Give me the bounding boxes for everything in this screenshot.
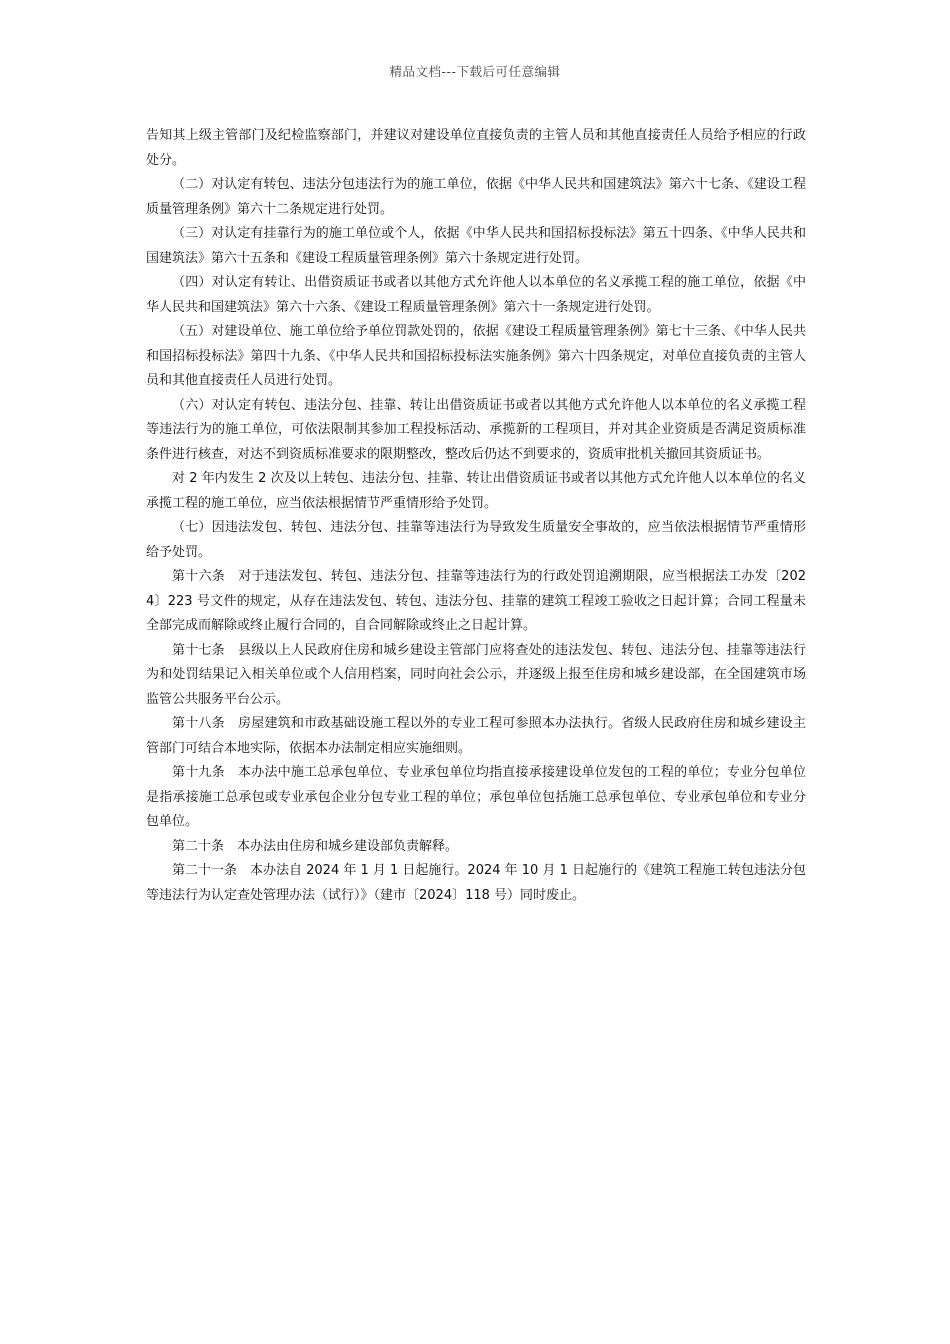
article-19: 第十九条 本办法中施工总承包单位、专业承包单位均指直接承接建设单位发包的工程的单位；专业分包单位是指承接施工总承包或专业承包企业分包专业工程的单位；承包单位包括施工总承包单位、专业承包单位和专业分包单位。: [146, 765, 806, 829]
paragraph-continuation: 告知其上级主管部门及纪检监察部门，并建议对建设单位直接负责的主管人员和其他直接责任人员给予相应的行政处分。: [146, 128, 806, 168]
article-18: 第十八条 房屋建筑和市政基础设施工程以外的专业工程可参照本办法执行。省级人民政府住房和城乡建设主管部门可结合本地实际，依据本办法制定相应实施细则。: [146, 716, 806, 756]
page-header: 精品文档---下载后可任意编辑: [389, 64, 561, 79]
paragraph-item-7: （七）因违法发包、转包、违法分包、挂靠等违法行为导致发生质量安全事故的，应当依法根据情节严重情形给予处罚。: [146, 520, 806, 560]
article-21: 第二十一条 本办法自 2024 年 1 月 1 日起施行。2024 年 10 月 1 日起施行的《建筑工程施工转包违法分包等违法行为认定查处管理办法（试行）》（建市〔2024〕118 号）同时废止。: [146, 863, 806, 903]
paragraph-item-2: （二）对认定有转包、违法分包违法行为的施工单位，依据《中华人民共和国建筑法》第六十七条、《建设工程质量管理条例》第六十二条规定进行处罚。: [146, 177, 806, 217]
article-16: 第十六条 对于违法发包、转包、违法分包、挂靠等违法行为的行政处罚追溯期限，应当根据法工办发〔2024〕223 号文件的规定，从存在违法发包、转包、违法分包、挂靠的建筑工程竣工验收之日起计算；合同工程量未全部完成而解除或终止履行合同的，自合同解除或终止之日起计算。: [146, 569, 806, 633]
paragraph-item-5: （五）对建设单位、施工单位给予单位罚款处罚的，依据《建设工程质量管理条例》第七十三条、《中华人民共和国招标投标法》第四十九条、《中华人民共和国招标投标法实施条例》第六十四条规定，对单位直接负责的主管人员和其他直接责任人员进行处罚。: [146, 324, 806, 388]
paragraph-item-6: （六）对认定有转包、违法分包、挂靠、转让出借资质证书或者以其他方式允许他人以本单位的名义承揽工程等违法行为的施工单位，可依法限制其参加工程投标活动、承揽新的工程项目，并对其企业资质是否满足资质标准条件进行核查，对达不到资质标准要求的限期整改，整改后仍达不到要求的，资质审批机关撤回其资质证书。: [146, 397, 806, 462]
article-20: 第二十条 本办法由住房和城乡建设部负责解释。: [172, 838, 459, 854]
paragraph-item-4: （四）对认定有转让、出借资质证书或者以其他方式允许他人以本单位的名义承揽工程的施工单位，依据《中华人民共和国建筑法》第六十六条、《建设工程质量管理条例》第六十一条规定进行处罚。: [146, 275, 806, 315]
paragraph-item-3: （三）对认定有挂靠行为的施工单位或个人，依据《中华人民共和国招标投标法》第五十四条、《中华人民共和国建筑法》第六十五条和《建设工程质量管理条例》第六十条规定进行处罚。: [146, 226, 806, 266]
paragraph-item-6-supplement: 对 2 年内发生 2 次及以上转包、违法分包、挂靠、转让出借资质证书或者以其他方式允许他人以本单位的名义承揽工程的施工单位，应当依法根据情节严重情形给予处罚。: [146, 471, 806, 511]
article-17: 第十七条 县级以上人民政府住房和城乡建设主管部门应将查处的违法发包、转包、违法分包、挂靠等违法行为和处罚结果记入相关单位或个人信用档案，同时向社会公示，并逐级上报至住房和城乡建设部，在全国建筑市场监管公共服务平台公示。: [146, 642, 806, 707]
document-body: [146, 124, 806, 908]
